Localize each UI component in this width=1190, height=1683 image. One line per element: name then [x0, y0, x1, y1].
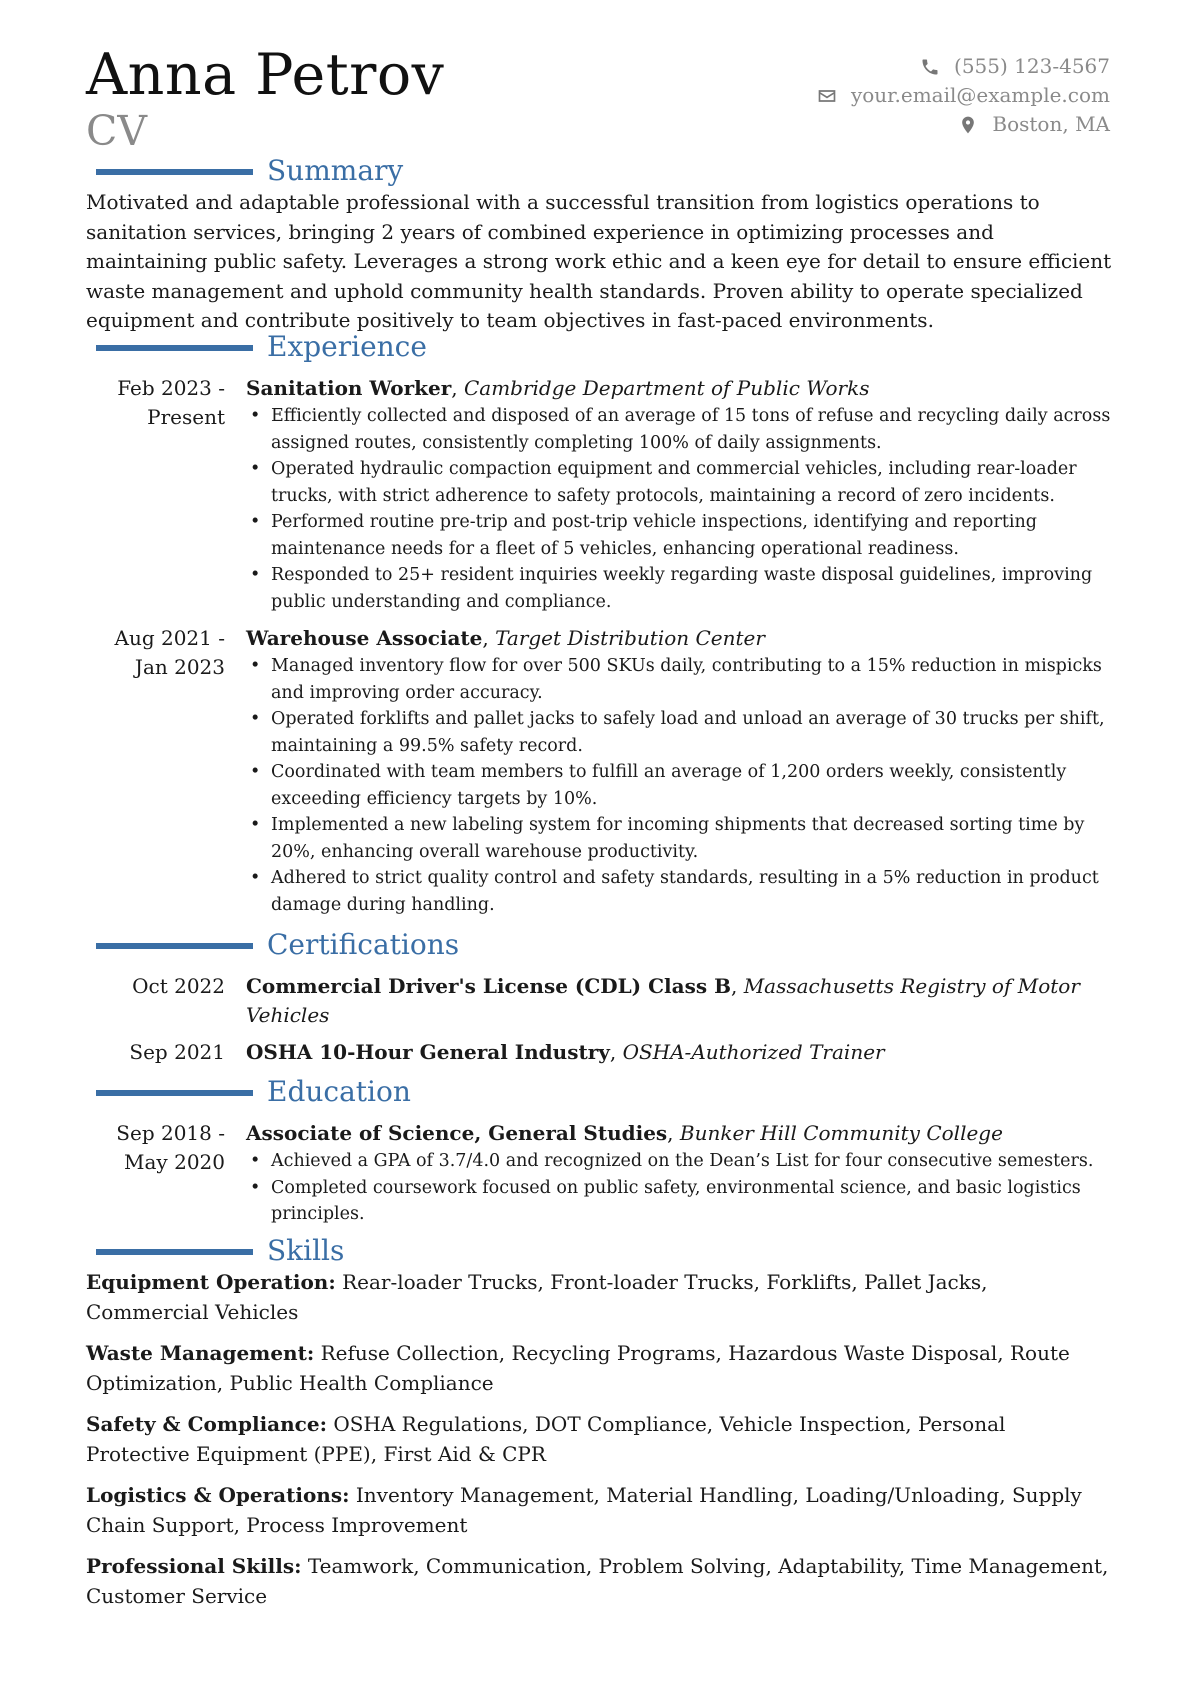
email-link[interactable]: your.email@example.com — [850, 83, 1110, 107]
section-header — [86, 1234, 1112, 1268]
section-header — [86, 1075, 1112, 1109]
skill-group — [86, 1410, 1112, 1469]
skill-group-items: OSHA Regulations, DOT Compliance, Vehicle Inspection, Personal Protective Equipment (PPE), First Aid & CPR — [86, 1412, 1006, 1466]
phone-text[interactable]: (555) 123-4567 — [954, 54, 1110, 78]
entry-bullets — [246, 653, 1112, 918]
section-header — [86, 330, 1112, 364]
cv-header — [86, 42, 1110, 162]
list-item: • Efficiently collected and disposed of an average of 15 tons of refuse and recycling daily across assigned routes, consistently completing 100% of daily assignments. — [271, 403, 1112, 456]
certification-entry — [86, 1038, 1112, 1067]
skills-section — [86, 1234, 1112, 1623]
certification-name: Commercial Driver's License (CDL) Class B — [246, 974, 731, 998]
entry-bullets — [246, 1148, 1112, 1228]
section-header — [86, 928, 1112, 962]
list-item: • Performed routine pre-trip and post-trip vehicle inspections, identifying and reporting maintenance needs for a fleet of 5 vehicles, enhancing operational readiness. — [271, 509, 1112, 562]
section-accent-bar — [96, 1249, 253, 1255]
envelope-icon — [817, 86, 837, 106]
skill-group-label: Safety & Compliance: — [86, 1412, 327, 1436]
job-title: Warehouse Associate — [246, 626, 483, 650]
skill-group — [86, 1481, 1112, 1540]
entry-heading: Commercial Driver's License (CDL) Class B, Massachusetts Registry of Motor Vehicles — [246, 974, 1080, 1027]
contact-email — [817, 81, 1110, 110]
list-item: • Operated forklifts and pallet jacks to safely load and unload an average of 30 trucks per shift, maintaining a 99.5% safety record. — [271, 706, 1112, 759]
certification-entry — [86, 972, 1112, 1030]
certification-issuer: Massachusetts Registry of Motor Vehicles — [246, 974, 1080, 1027]
contact-location — [817, 110, 1110, 139]
phone-icon — [920, 57, 940, 77]
section-header — [86, 154, 1112, 188]
contact-phone — [817, 52, 1110, 81]
employer: Cambridge Department of Public Works — [463, 376, 870, 400]
list-item: • Coordinated with team members to fulfill an average of 1,200 orders weekly, consistently exceeding efficiency targets by 10%. — [271, 759, 1112, 812]
certification-issuer: OSHA-Authorized Trainer — [622, 1040, 885, 1064]
skill-group-label: Equipment Operation: — [86, 1270, 336, 1294]
section-accent-bar — [96, 1090, 253, 1096]
summary-section — [86, 154, 1112, 336]
person-name: Anna Petrov — [86, 42, 445, 108]
entry-dates: Sep 2018 - May 2020 — [116, 1121, 225, 1174]
list-item: • Operated hydraulic compaction equipment and commercial vehicles, including rear-loader trucks, with strict adherence to safety protocols, maintaining a record of zero incidents. — [271, 456, 1112, 509]
entry-heading: Warehouse Associate, Target Distribution Center — [246, 626, 765, 650]
skill-group — [86, 1552, 1112, 1611]
education-entry — [86, 1119, 1112, 1228]
skill-group-label: Logistics & Operations: — [86, 1483, 350, 1507]
certifications-section — [86, 928, 1112, 1067]
section-accent-bar — [96, 345, 253, 351]
entry-dates: Feb 2023 - Present — [117, 376, 225, 429]
entry-date: Oct 2022 — [132, 974, 225, 998]
skill-group-label: Waste Management: — [86, 1341, 315, 1365]
education-section — [86, 1075, 1112, 1228]
certification-name: OSHA 10-Hour General Industry — [246, 1040, 610, 1064]
section-accent-bar — [96, 943, 253, 949]
skill-group-label: Professional Skills: — [86, 1554, 302, 1578]
list-item: • Achieved a GPA of 3.7/4.0 and recognized on the Dean’s List for four consecutive semesters. — [271, 1148, 1112, 1175]
location-text: Boston, MA — [992, 112, 1110, 136]
entry-date: Sep 2021 — [129, 1040, 225, 1064]
section-title: Summary — [267, 154, 404, 187]
entry-body — [246, 374, 1112, 615]
section-title: Experience — [267, 330, 427, 363]
skill-group — [86, 1268, 1112, 1327]
document-kind: CV — [86, 107, 147, 155]
list-item: • Implemented a new labeling system for incoming shipments that decreased sorting time by 20%, enhancing overall warehouse productivity. — [271, 812, 1112, 865]
map-marker-icon — [958, 115, 978, 135]
section-title: Education — [267, 1075, 411, 1108]
list-item: • Adhered to strict quality control and safety standards, resulting in a 5% reduction in product damage during handling. — [271, 865, 1112, 918]
entry-bullets — [246, 403, 1112, 615]
entry-heading: Associate of Science, General Studies, Bunker Hill Community College — [246, 1121, 1003, 1145]
school: Bunker Hill Community College — [679, 1121, 1003, 1145]
section-title: Certifications — [267, 928, 460, 961]
employer: Target Distribution Center — [495, 626, 765, 650]
skill-group — [86, 1339, 1112, 1398]
list-item: • Completed coursework focused on public safety, environmental science, and basic logistics principles. — [271, 1175, 1112, 1228]
entry-heading: Sanitation Worker, Cambridge Department of Public Works — [246, 376, 870, 400]
list-item: • Managed inventory flow for over 500 SKUs daily, contributing to a 15% reduction in mispicks and improving order accuracy. — [271, 653, 1112, 706]
section-accent-bar — [96, 169, 253, 175]
experience-entry — [86, 624, 1112, 918]
experience-entry — [86, 374, 1112, 615]
section-title: Skills — [267, 1234, 345, 1267]
summary-text: Motivated and adaptable professional with a successful transition from logistics operations to sanitation services, bringing 2 years of combined experience in optimizing processes and maintaining public safety. Leverages a strong work ethic and a keen eye for detail to ensure efficient waste management and uphold community health standards. Proven ability to operate specialized equipment and contribute positively to team objectives in fast-paced environments. — [86, 190, 1112, 332]
skill-group-items: Refuse Collection, Recycling Programs, Hazardous Waste Disposal, Route Optimization, Public Health Compliance — [86, 1341, 1070, 1395]
skill-group-items: Rear-loader Trucks, Front-loader Trucks, Forklifts, Pallet Jacks, Commercial Vehicles — [86, 1270, 988, 1324]
entry-heading: OSHA 10-Hour General Industry, OSHA-Authorized Trainer — [246, 1040, 885, 1064]
entry-body — [246, 624, 1112, 918]
degree: Associate of Science, General Studies — [246, 1121, 668, 1145]
skill-group-items: Inventory Management, Material Handling, Loading/Unloading, Supply Chain Support, Process Improvement — [86, 1483, 1082, 1537]
entry-body — [246, 1119, 1112, 1228]
experience-section — [86, 330, 1112, 918]
contact-block — [817, 52, 1110, 139]
entry-dates: Aug 2021 - Jan 2023 — [114, 626, 225, 679]
skill-group-items: Teamwork, Communication, Problem Solving, Adaptability, Time Management, Customer Service — [86, 1554, 1109, 1608]
list-item: • Responded to 25+ resident inquiries weekly regarding waste disposal guidelines, improving public understanding and compliance. — [271, 562, 1112, 615]
job-title: Sanitation Worker — [246, 376, 452, 400]
